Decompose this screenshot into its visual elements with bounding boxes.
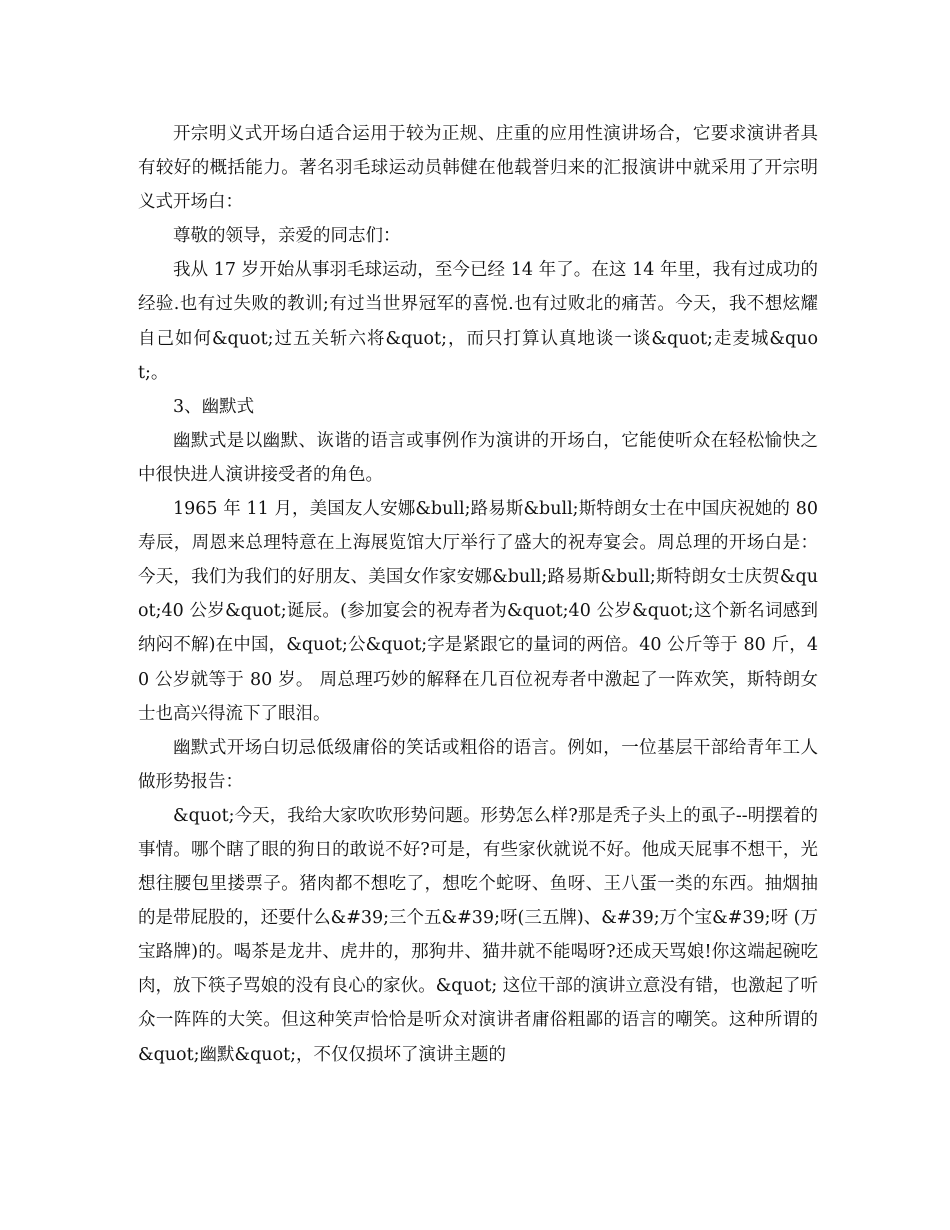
paragraph-opening-style: 开宗明义式开场白适合运用于较为正规、庄重的应用性演讲场合，它要求演讲者具有较好的概括能力。著名羽毛球运动员韩健在他载誉归来的汇报演讲中就采用了开宗明义式开场白：: [138, 124, 818, 213]
paragraph-cadre-example: &quot;今天，我给大家吹吹形势问题。形势怎么样?那是秃子头上的虱子--明摆着的事情。哪个瞎了眼的狗日的敢说不好?可是，有些家伙就说不好。他成天屁事不想干，光想往腰包里搂票子。猪肉都不想吃了，想吃个蛇呀、鱼呀、王八蛋一类的东西。抽烟抽的是带屁股的，还要什么&#39;三个五&#39;呀(三五牌)、&#39;万个宝&#39;呀 (万宝路牌)的。喝茶是龙井、虎井的，那狗井、猫井就不能喝呀?还成天骂娘!你这端起碗吃肉，放下筷子骂娘的没有良心的家伙。&quot; 这位干部的演讲立意没有错，也激起了听众一阵阵的大笑。但这种笑声恰恰是听众对演讲者庸俗粗鄙的语言的嘲笑。这种所谓的&quot;幽默&quot;，不仅仅损坏了演讲主题的: [138, 805, 818, 1065]
section-heading-humor: 3、幽默式: [173, 396, 255, 417]
paragraph-salutation: 尊敬的领导，亲爱的同志们：: [173, 226, 401, 247]
document-page: [138, 117, 818, 1072]
paragraph-speech-quote: 我从 17 岁开始从事羽毛球运动，至今已经 14 年了。在这 14 年里，我有过成功的经验.也有过失败的教训;有过当世界冠军的喜悦.也有过败北的痛苦。今天，我不想炫耀自己如何&quot;过五关斩六将&quot;，而只打算认真地谈一谈&quot;走麦城&quot;。: [138, 260, 818, 383]
paragraph-humor-caution: 幽默式开场白切忌低级庸俗的笑话或粗俗的语言。例如，一位基层干部给青年工人做形势报告：: [138, 737, 818, 792]
paragraph-zhou-example: 1965 年 11 月，美国友人安娜&bull;路易斯&bull;斯特朗女士在中国庆祝她的 80 寿辰，周恩来总理特意在上海展览馆大厅举行了盛大的祝寿宴会。周总理的开场白是：今天，我们为我们的好朋友、美国女作家安娜&bull;路易斯&bull;斯特朗女士庆贺&quot;40 公岁&quot;诞辰。(参加宴会的祝寿者为&quot;40 公岁&quot;这个新名词感到纳闷不解)在中国，&quot;公&quot;字是紧跟它的量词的两倍。40 公斤等于 80 斤，40 公岁就等于 80 岁。 周总理巧妙的解释在几百位祝寿者中激起了一阵欢笑，斯特朗女士也高兴得流下了眼泪。: [138, 499, 818, 724]
paragraph-humor-definition: 幽默式是以幽默、诙谐的语言或事例作为演讲的开场白，它能使听众在轻松愉快之中很快进人演讲接受者的角色。: [138, 430, 818, 485]
